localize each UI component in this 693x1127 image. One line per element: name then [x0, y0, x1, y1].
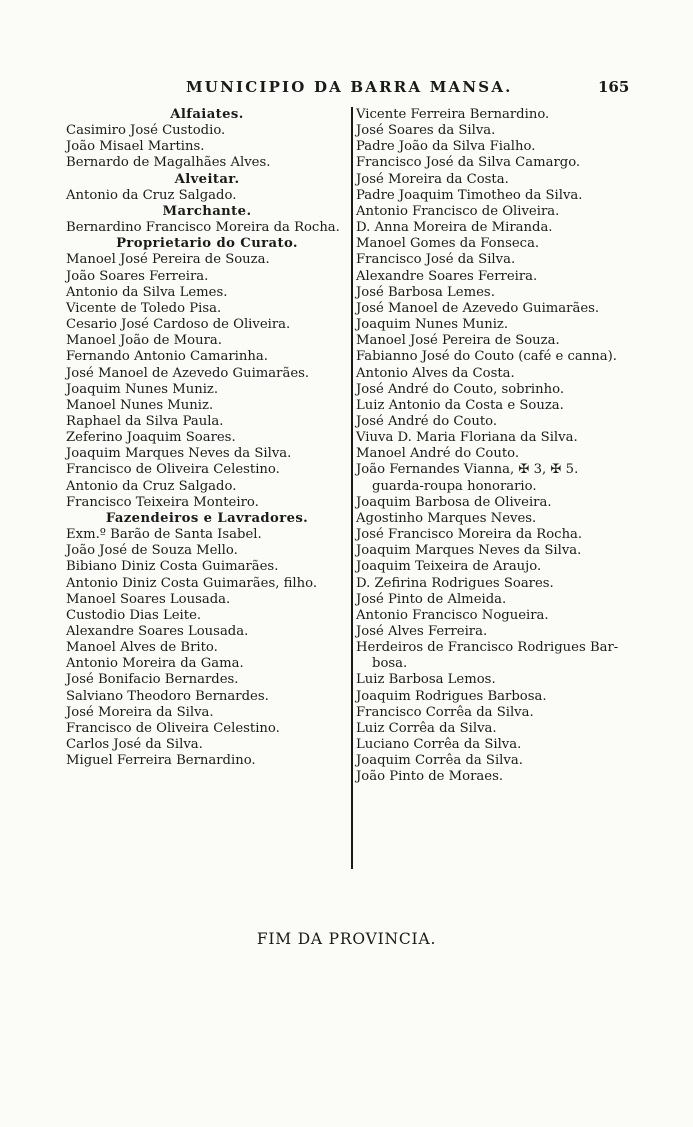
list-item: Manoel André do Couto. [356, 446, 520, 462]
list-item: Zeferino Joaquim Soares. [66, 430, 236, 446]
list-item: José Barbosa Lemes. [356, 284, 495, 300]
list-item: José Moreira da Costa. [356, 171, 509, 187]
list-item: Luiz Antonio da Costa e Souza. [356, 397, 564, 413]
list-item: Antonio da Cruz Salgado. [66, 478, 237, 494]
page-title: MUNICIPIO DA BARRA MANSA. [186, 78, 513, 96]
list-item: Manoel Gomes da Fonseca. [356, 236, 540, 252]
list-item: Exm.º Barão de Santa Isabel. [66, 527, 262, 543]
list-item: Joaquim Nunes Muniz. [66, 381, 219, 397]
list-item-continuation: bosa. [372, 656, 408, 672]
list-item: Padre João da Silva Fialho. [356, 139, 536, 155]
list-item: Salviano Theodoro Bernardes. [66, 688, 269, 704]
page-number: 165 [598, 78, 630, 96]
list-item: Antonio Moreira da Gama. [66, 656, 244, 672]
list-item: João Pinto de Moraes. [356, 769, 504, 785]
list-item: Viuva D. Maria Floriana da Silva. [356, 430, 578, 446]
list-item: José Bonifacio Bernardes. [66, 672, 239, 688]
section-heading: Alveitar. [174, 171, 240, 187]
list-item: Francisco de Oliveira Celestino. [66, 720, 280, 736]
list-item: Fernando Antonio Camarinha. [66, 349, 268, 365]
list-item: Francisco Teixeira Monteiro. [66, 494, 259, 510]
list-item: Joaquim Marques Neves da Silva. [356, 543, 582, 559]
list-item: João Fernandes Vianna, ✠ 3, ✠ 5. [356, 462, 579, 478]
list-item-continuation: guarda-roupa honorario. [372, 478, 537, 494]
list-item: Antonio Francisco de Oliveira. [356, 203, 560, 219]
list-item: José André do Couto. [356, 413, 498, 429]
list-item: João Soares Ferreira. [66, 268, 209, 284]
section-heading: Proprietario do Curato. [116, 236, 298, 252]
left-column [66, 107, 348, 769]
list-item: Fabianno José do Couto (café e canna). [356, 349, 617, 365]
list-item: Manoel Alves de Brito. [66, 640, 218, 656]
list-item: Joaquim Marques Neves da Silva. [66, 446, 292, 462]
column-divider [351, 107, 353, 869]
right-column [356, 107, 624, 786]
list-item: Antonio Francisco Nogueira. [356, 607, 549, 623]
list-item: Vicente de Toledo Pisa. [66, 300, 222, 316]
list-item: Joaquim Rodrigues Barbosa. [356, 688, 547, 704]
list-item: José Alves Ferreira. [356, 624, 488, 639]
list-item: José Moreira da Silva. [66, 704, 214, 720]
list-item: Joaquim Corrêa da Silva. [356, 753, 523, 769]
list-item: Alexandre Soares Lousada. [66, 624, 249, 639]
list-item: Cesario José Cardoso de Oliveira. [66, 317, 291, 333]
list-item: Joaquim Nunes Muniz. [356, 317, 509, 333]
list-item: Luiz Corrêa da Silva. [356, 720, 497, 736]
list-item: Joaquim Barbosa de Oliveira. [356, 494, 552, 510]
list-item: Agostinho Marques Neves. [356, 510, 537, 526]
list-item: Antonio Alves da Costa. [356, 365, 515, 381]
list-item: Bernardo de Magalhães Alves. [66, 155, 271, 171]
list-item: Manoel Nunes Muniz. [66, 397, 214, 413]
list-item: João Misael Martins. [66, 139, 205, 155]
section-heading: Alfaiates. [170, 107, 244, 122]
list-item: João José de Souza Mello. [66, 543, 238, 559]
section-heading: Fazendeiros e Lavradores. [105, 510, 309, 526]
list-item: Alexandre Soares Ferreira. [356, 268, 538, 284]
list-item: D. Anna Moreira de Miranda. [356, 220, 553, 236]
list-item: Antonio Diniz Costa Guimarães, filho. [66, 575, 318, 591]
list-item: D. Zefirina Rodrigues Soares. [356, 575, 554, 591]
list-item: Antonio da Cruz Salgado. [66, 187, 237, 203]
list-item: Vicente Ferreira Bernardino. [356, 107, 550, 122]
list-item: Herdeiros de Francisco Rodrigues Bar- [356, 640, 619, 656]
list-item: Manoel José Pereira de Souza. [66, 252, 270, 268]
list-item: Francisco de Oliveira Celestino. [66, 462, 280, 478]
list-item: Francisco Corrêa da Silva. [356, 704, 534, 720]
list-item: Luiz Barbosa Lemos. [356, 672, 496, 688]
list-item: Bibiano Diniz Costa Guimarães. [66, 559, 279, 575]
list-item: José André do Couto, sobrinho. [356, 381, 565, 397]
running-head [0, 78, 693, 98]
list-item: José Francisco Moreira da Rocha. [356, 527, 583, 543]
list-item: José Manoel de Azevedo Guimarães. [356, 300, 600, 316]
list-item: Custodio Dias Leite. [66, 607, 202, 623]
list-item: José Pinto de Almeida. [356, 591, 507, 607]
list-item: Francisco José da Silva Camargo. [356, 155, 581, 171]
section-heading: Marchante. [162, 203, 252, 219]
list-item: Francisco José da Silva. [356, 252, 516, 268]
list-item: Joaquim Teixeira de Araujo. [356, 559, 542, 575]
list-item: Bernardino Francisco Moreira da Rocha. [66, 220, 340, 236]
list-item: Miguel Ferreira Bernardino. [66, 753, 256, 769]
list-item: Carlos José da Silva. [66, 737, 203, 753]
list-item: Padre Joaquim Timotheo da Silva. [356, 187, 583, 203]
list-item: Luciano Corrêa da Silva. [356, 737, 522, 753]
list-item: José Manoel de Azevedo Guimarães. [66, 365, 310, 381]
list-item: Manoel José Pereira de Souza. [356, 333, 560, 349]
end-of-province-footer: FIM DA PROVINCIA. [256, 930, 437, 948]
list-item: Manoel Soares Lousada. [66, 591, 231, 607]
list-item: Casimiro José Custodio. [66, 123, 226, 139]
list-item: Raphael da Silva Paula. [66, 413, 224, 429]
list-item: Manoel João de Moura. [66, 333, 222, 349]
list-item: Antonio da Silva Lemes. [66, 284, 228, 300]
list-item: José Soares da Silva. [356, 123, 496, 139]
